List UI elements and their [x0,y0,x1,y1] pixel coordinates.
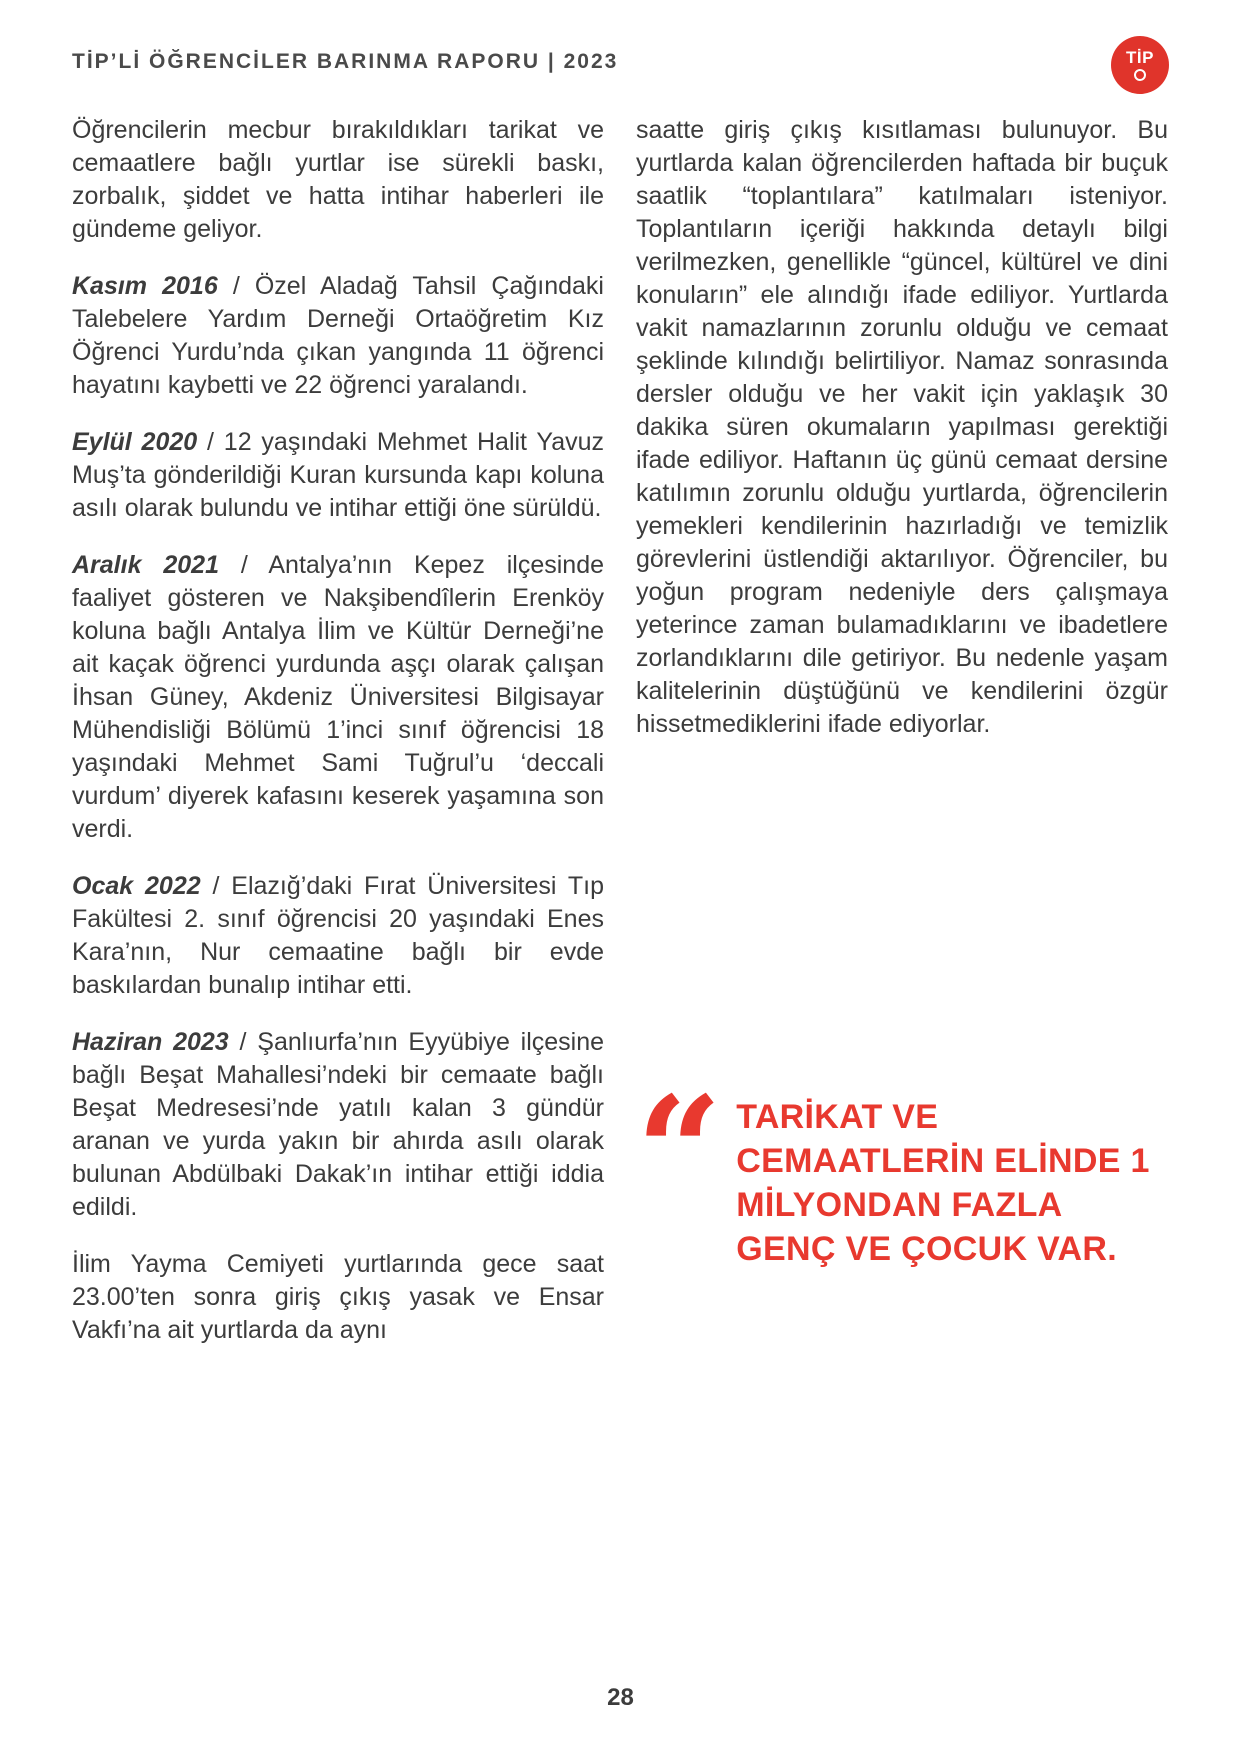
entry-text: Elazığ’daki Fırat Üniversitesi Tıp Fakültesi 2. sınıf öğrencisi 20 yaşındaki Enes Kara’nın, Nur cemaatine bağlı bir evde baskılardan bunalıp intihar etti. [72,872,605,999]
left-column [72,114,604,1371]
two-column-body [72,114,1169,1371]
timeline-entry [72,270,604,402]
entry-separator: / [240,551,248,579]
entry-separator: / [232,272,240,300]
entry-separator: / [207,428,214,456]
timeline-entry [72,1026,604,1224]
pull-quote [636,1064,1168,1271]
entry-date: Haziran 2023 [72,1028,229,1056]
entry-text: 12 yaşındaki Mehmet Halit Yavuz Muş’ta gönderildiği Kuran kursunda kapı koluna asılı olarak bulundu ve intihar ettiği öne sürüldü. [72,428,604,522]
quote-mark-icon: “ [636,1064,723,1240]
entry-separator: / [212,872,220,900]
tip-logo [1111,36,1169,94]
entry-date: Ocak 2022 [72,872,201,900]
entry-text: Özel Aladağ Tahsil Çağındaki Talebelere Yardım Derneği Ortaöğretim Kız Öğrenci Yurdu’nda çıkan yangında 11 öğrenci hayatını kaybetti ve 22 öğrenci yaralandı. [72,272,604,399]
intro-paragraph: Öğrencilerin mecbur bırakıldıkları tarikat ve cemaatlere bağlı yurtlar ise sürekli baskı, zorbalık, şiddet ve hatta intihar haberleri ile gündeme geliyor. [72,116,604,243]
entry-text: Şanlıurfa’nın Eyyübiye ilçesine bağlı Beşat Mahallesi’ndeki bir cemaate bağlı Beşat Medresesi’nde yatılı kalan 3 gündür aranan ve yurda yakın bir ahırda asılı olarak bulunan Abdülbaki Dakak’ın intihar ettiği iddia edildi. [72,1028,605,1221]
report-title: TİP’Lİ ÖĞRENCİLER BARINMA RAPORU | 2023 [72,50,619,73]
page-number: 28 [607,1684,634,1711]
right-column [636,114,1168,1371]
entry-date: Eylül 2020 [72,428,198,456]
timeline-entry [72,426,604,525]
quote-text: TARİKAT VE CEMAATLERİN ELİNDE 1 MİLYONDAN FAZLA GENÇ VE ÇOCUK VAR. [736,1098,1150,1268]
entry-separator: / [239,1028,247,1056]
entry-text: Antalya’nın Kepez ilçesinde faaliyet gösteren ve Nakşibendîlerin Erenköy koluna bağlı Antalya İlim ve Kültür Derneği’ne ait kaçak öğrenci yurdunda aşçı olarak çalışan İhsan Güney, Akdeniz Üniversitesi Bilgisayar Mühendisliği Bölümü 1’inci sınıf öğrencisi 18 yaşındaki Mehmet Sami Tuğrul’u ‘deccali vurdum’ diyerek kafasını keserek yaşamına son verdi. [72,551,604,843]
timeline-entry [72,870,604,1002]
timeline-entry [72,549,604,846]
page-header [72,36,1169,94]
tip-logo-text: TİP [1126,48,1154,67]
entry-date: Aralık 2021 [72,551,219,579]
tip-logo-emblem-icon [1134,69,1146,81]
outro-paragraph: İlim Yayma Cemiyeti yurtlarında gece saat 23.00’ten sonra giriş çıkış yasak ve Ensar Vakfı’na ait yurtlarda da aynı [72,1250,604,1344]
entry-date: Kasım 2016 [72,272,218,300]
continuation-paragraph: saatte giriş çıkış kısıtlaması bulunuyor. Bu yurtlarda kalan öğrencilerden haftada bir buçuk saatlik “toplantılara” katılmaları isteniyor. Toplantıların içeriği hakkında detaylı bilgi verilmezken, genellikle “güncel, kültürel ve dini konuların” ele alındığı ifade ediliyor. Yurtlarda vakit namazlarının zorunlu olduğu ve cemaat şeklinde kılındığı belirtiliyor. Namaz sonrasında dersler olduğu ve her vakit için yaklaşık 30 dakika süren okumaların yapılması gerektiği ifade ediliyor. Haftanın üç günü cemaat dersine katılımın zorunlu olduğu yurtlarda, öğrencilerin yemekleri kendilerinin hazırladığı ve temizlik görevlerini üstlendiği aktarılıyor. Öğrenciler, bu yoğun program nedeniyle ders çalışmaya yeterince zaman bulamadıklarını ve ibadetlere zorlandıklarını dile getiriyor. Bu nedenle yaşam kalitelerinin düştüğünü ve kendilerini özgür hissetmediklerini ifade ediyorlar. [636,116,1168,738]
